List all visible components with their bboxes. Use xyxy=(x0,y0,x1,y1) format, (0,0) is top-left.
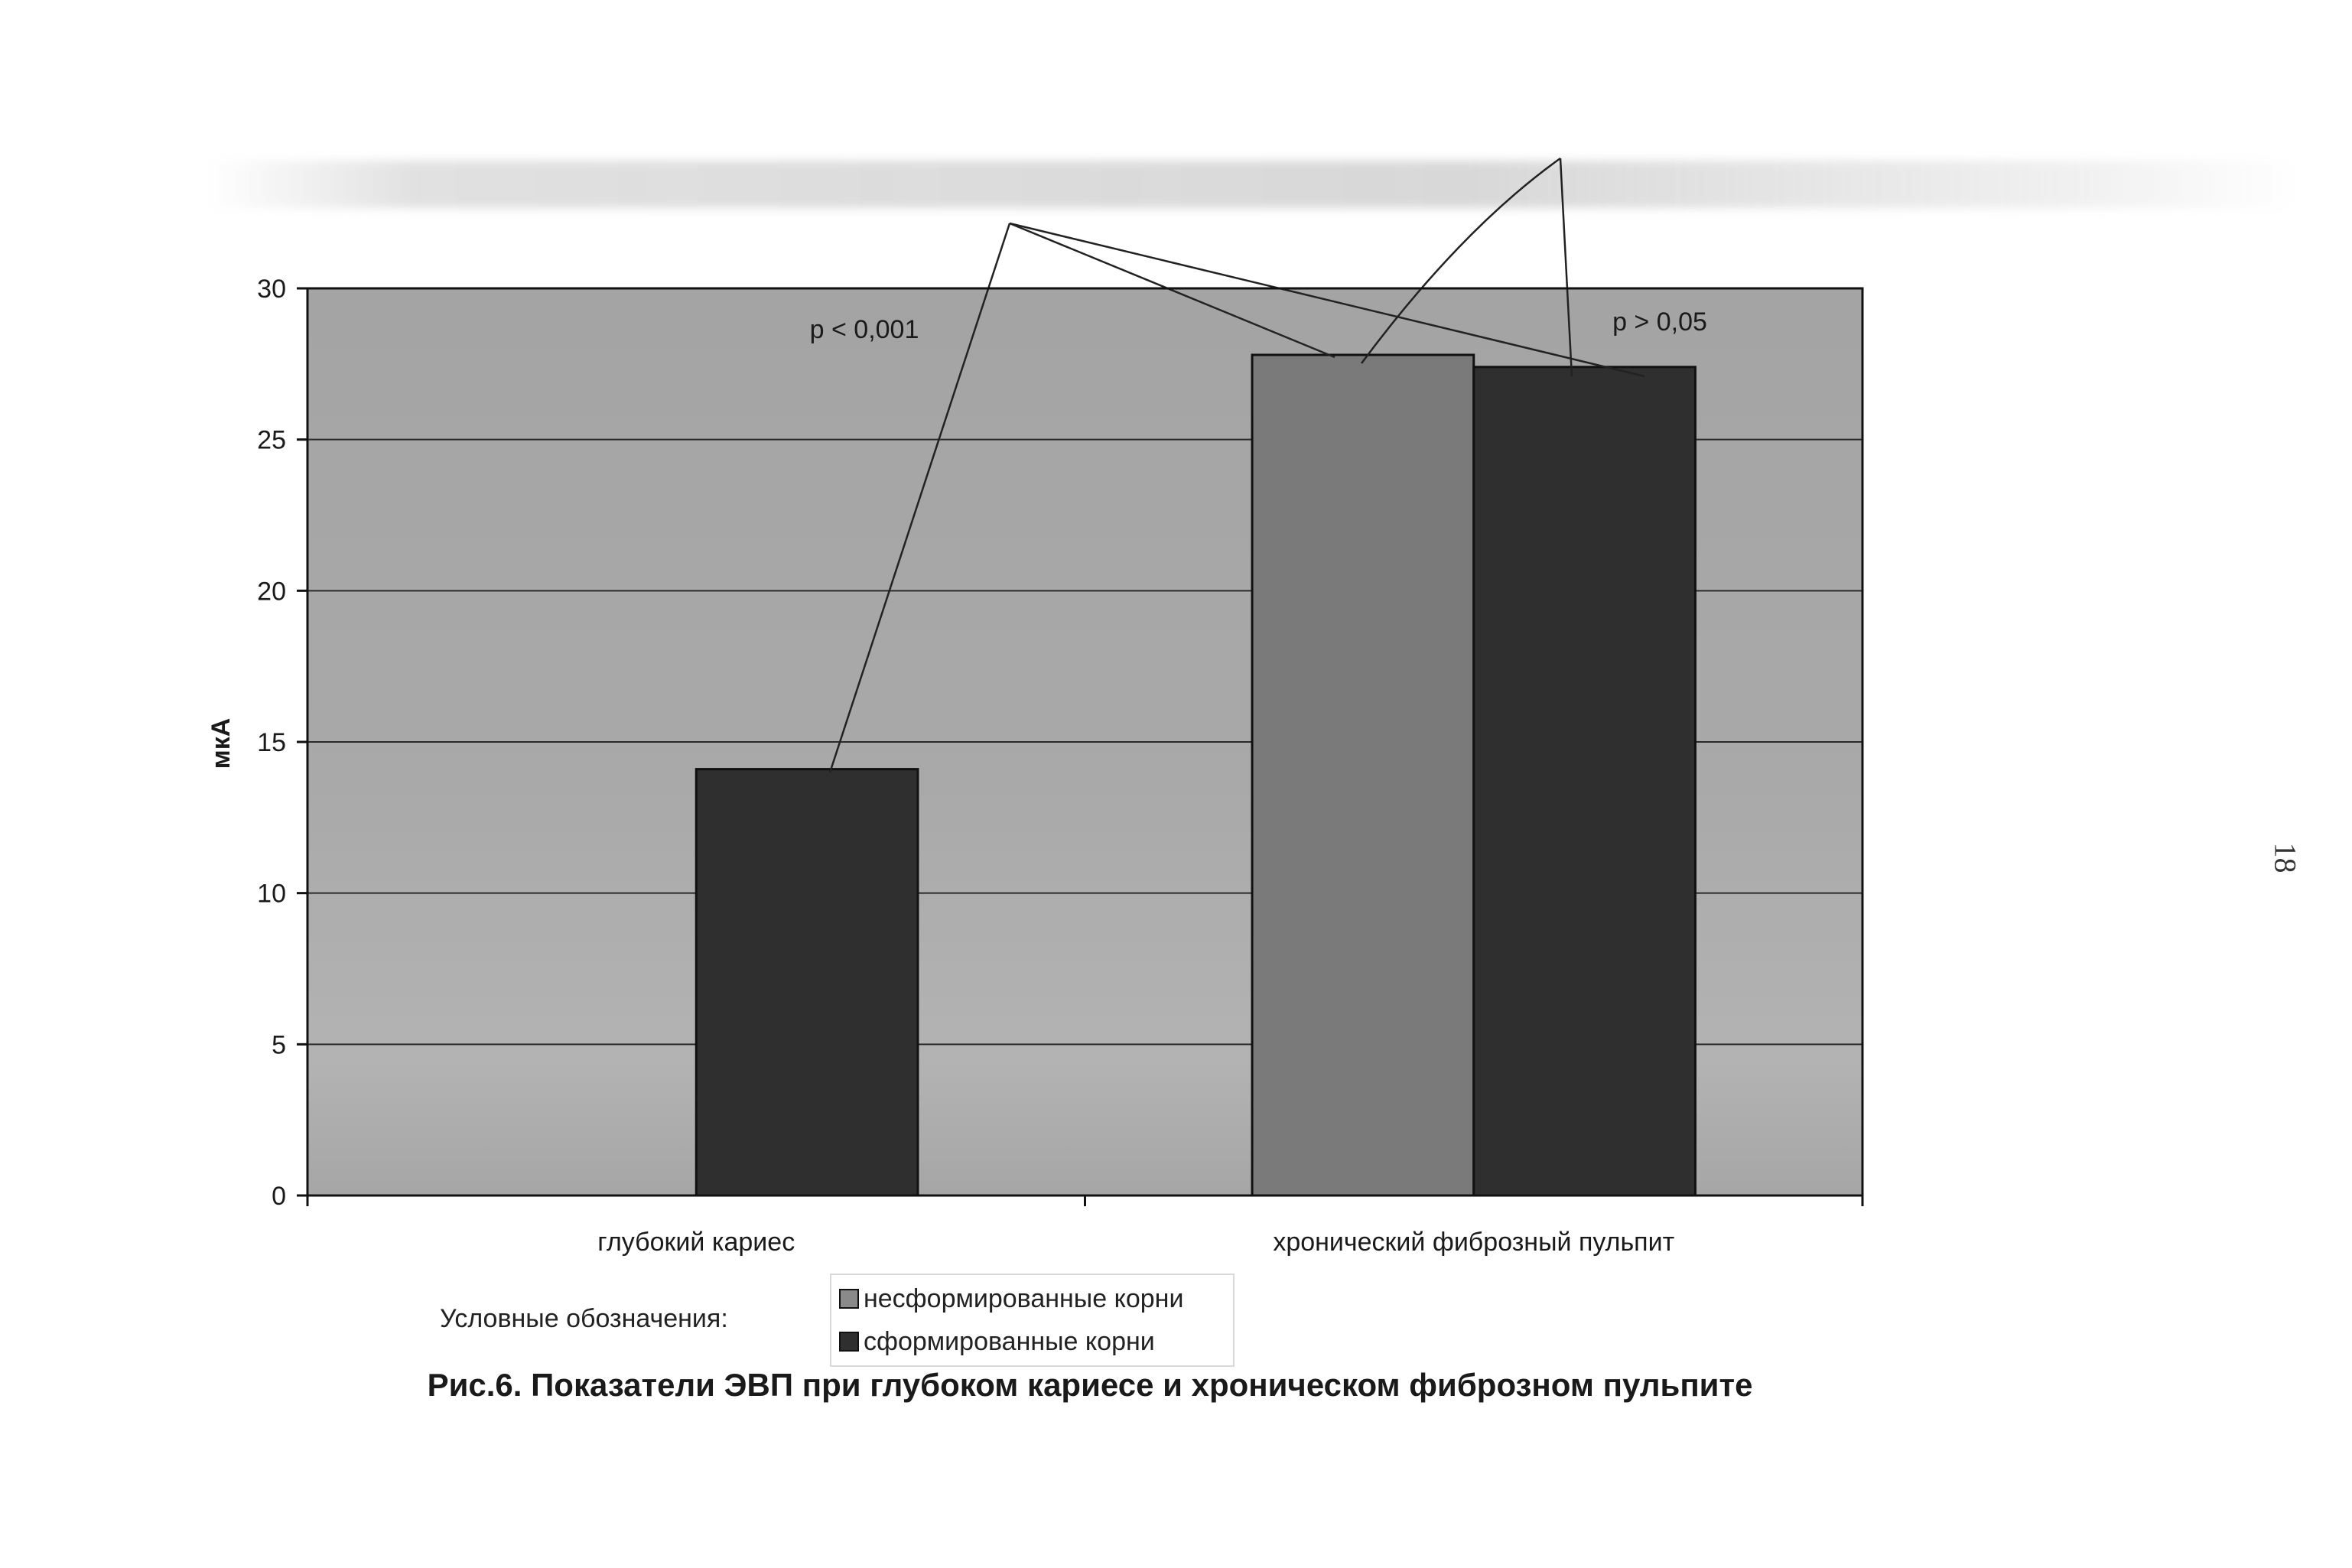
legend-label-formed: сформированные корни xyxy=(864,1326,1155,1356)
y-axis-label: мкА xyxy=(207,717,236,769)
x-tick-label: глубокий кариес xyxy=(597,1228,795,1257)
figure-caption: Рис.6. Показатели ЭВП при глубоком кариесе и хроническом фиброзном пульпите xyxy=(427,1367,1753,1403)
legend-swatch-unformed xyxy=(839,1289,859,1309)
x-tick-label: хронический фиброзный пульпит xyxy=(1273,1228,1675,1257)
legend xyxy=(830,1274,1235,1367)
y-tick-label: 30 xyxy=(257,275,286,304)
significance-label-1: р > 0,05 xyxy=(1612,307,1707,337)
page-number: 18 xyxy=(2268,842,2303,873)
y-tick-label: 25 xyxy=(257,425,286,455)
bar-formed-1 xyxy=(1474,367,1696,1196)
y-tick-label: 5 xyxy=(272,1030,286,1060)
y-tick-label: 20 xyxy=(257,577,286,607)
legend-item-formed-roots xyxy=(839,1322,1155,1361)
bar-formed-0 xyxy=(696,769,918,1196)
y-tick-label: 15 xyxy=(257,728,286,757)
legend-label-unformed: несформированные корни xyxy=(864,1283,1184,1313)
bar-unformed-1 xyxy=(1252,355,1474,1196)
y-tick-label: 10 xyxy=(257,879,286,909)
legend-swatch-formed xyxy=(839,1332,859,1352)
significance-label-0: р < 0,001 xyxy=(809,315,919,344)
legend-title: Условные обозначения: xyxy=(440,1304,728,1333)
y-tick-label: 0 xyxy=(272,1182,286,1211)
legend-item-unformed-roots xyxy=(839,1280,1183,1318)
